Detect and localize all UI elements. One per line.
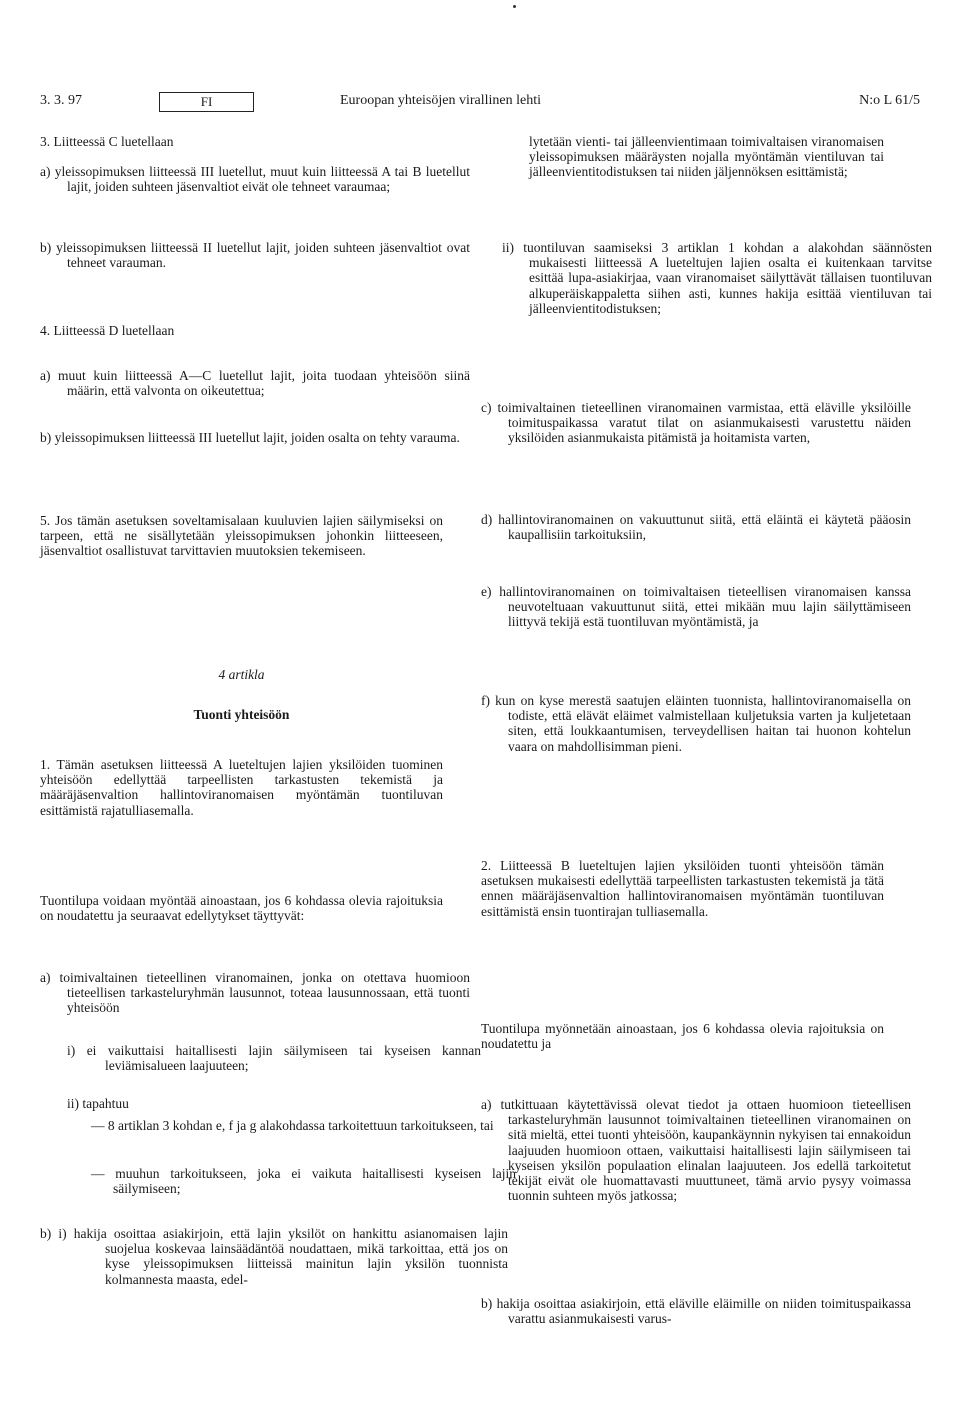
- condition-e: e) hallintoviranomainen on toimivaltaisen tieteellisen viranomaisen kanssa neuvoteltuaan vakuuttunut siitä, ettei mikään muu lajin säilyttämiseen liittyvä tekijä estä tuontiluvan myöntämistä, ja: [481, 584, 911, 630]
- article-number: 4 artikla: [218, 667, 265, 682]
- condition-a-ii-dash-1: — 8 artiklan 3 kohdan e, f ja g alakohdassa tarkoitettuun tarkoitukseen, tai: [91, 1118, 494, 1133]
- page-header: [40, 93, 920, 113]
- condition-a-ii-dash-2: — muuhun tarkoitukseen, joka ei vaikuta haitallisesti kyseisen lajin säilymiseen;: [91, 1166, 516, 1197]
- paragraph-3-item-b: b) yleissopimuksen liitteessä II luetellut lajit, joiden suhteen jäsenvaltiot ovat tehneet varauman.: [40, 240, 470, 271]
- condition-a: a) toimivaltainen tieteellinen viranomainen, jonka on otettava huomioon tieteellisen tarkasteluryhmän lausunnot, toteaa lausunnossaan, että tuonti yhteisöön: [40, 970, 470, 1016]
- page-reference: N:o L 61/5: [859, 93, 920, 108]
- condition-d: d) hallintoviranomainen on vakuuttunut siitä, että eläintä ei käytetä pääosin kaupallisiin tarkoituksiin,: [481, 512, 911, 543]
- condition-c: c) toimivaltainen tieteellinen viranomainen varmistaa, että eläville yksilöille toimituspaikassa varatut tilat on asianmukaisesti varustettu näiden yksilöiden asianmukaista pitämistä ja hoitamista varten,: [481, 400, 911, 446]
- scan-speck: [513, 5, 516, 8]
- language-code-box: FI: [159, 92, 254, 112]
- header-date: 3. 3. 97: [40, 93, 82, 108]
- condition-f: f) kun on kyse merestä saatujen eläinten tuonnista, hallintoviranomaisella on todiste, että elävät eläimet valmistellaan kuljetuksia varten ja kuljetetaan siten, että loukkaantumisen, terveydellisen haitan tai huonon kohtelun vaara on mahdollisimman pieni.: [481, 693, 911, 754]
- condition-a-ii: ii) tapahtuu: [67, 1096, 129, 1111]
- paragraph-5: 5. Jos tämän asetuksen soveltamisalaan kuuluvien lajien säilymiseksi on tarpeen, että ne sisällytetään yleissopimuksen johonkin liitteeseen, jäsenvaltiot osallistuvat tarvittavien muutoksien tekemiseen.: [40, 513, 443, 559]
- condition-b-i: b) i) hakija osoittaa asiakirjoin, että lajin yksilöt on hankittu asianomaisen lajin suojelua koskevaa lainsäädäntöä noudattaen, mikä tarkoittaa, että jos on kyse yleissopimuksen liitteissä mainitun lajin yksilön tuonnista kolmannesta maasta, edel-: [40, 1226, 508, 1287]
- import-permit-b-conditions: Tuontilupa myönnetään ainoastaan, jos 6 kohdassa olevia rajoituksia on noudatettu ja: [481, 1021, 884, 1052]
- condition-b-a: a) tutkittuaan käytettävissä olevat tiedot ja ottaen huomioon tieteellisen tarkasteluryhmän lausunnot toimivaltainen tieteellinen viranomainen on sitä mieltä, ettei tuonti yhteisöön, kaupankäynnin nykyisen tai ennakoidun laajuuden huomioon ottaen, vaikuttaisi haitallisesti lajin säilymiseen tai kyseisen yksilön populaation elinalan laajuuteen. Jos edellä tarkoitetut tekijät eivät ole huomattavasti muuttuneet, tämä arvio pysyy voimassa tuonnin suhteen myös jatkossa;: [481, 1097, 911, 1204]
- import-permit-conditions: Tuontilupa voidaan myöntää ainoastaan, jos 6 kohdassa olevia rajoituksia on noudatettu ja seuraavat edellytykset täyttyvät:: [40, 893, 443, 924]
- condition-a-i: i) ei vaikuttaisi haitallisesti lajin säilymiseen tai kyseisen kannan leviämisalueen laajuuteen;: [67, 1043, 481, 1074]
- paragraph-3-intro: 3. Liitteessä C luetellaan: [40, 134, 174, 149]
- article-4-paragraph-1: 1. Tämän asetuksen liitteessä A lueteltujen lajien yksilöiden tuominen yhteisöön edellyttää tarpeellisten tarkastusten tekemistä ja määräjäsenvaltion hallintoviranomaisen myöntämän tuontiluvan esittämistä rajatulliasemalla.: [40, 757, 443, 818]
- condition-b-i-continuation: lytetään vienti- tai jälleenvientimaan toimivaltaisen viranomaisen yleissopimuksen määräysten nojalla myöntämän vientiluvan tai jälleenvientitodistuksen tai niiden jäljennöksen esittämistä;: [529, 134, 884, 180]
- paragraph-4-item-b: b) yleissopimuksen liitteessä III luetellut lajit, joiden osalta on tehty varauma.: [40, 430, 460, 445]
- paragraph-3-item-a: a) yleissopimuksen liitteessä III luetellut, muut kuin liitteessä A tai B luetellut lajit, joiden suhteen jäsenvaltiot eivät ole tehneet varaumaa;: [40, 164, 470, 195]
- article-title: Tuonti yhteisöön: [193, 707, 290, 722]
- condition-b-ii: ii) tuontiluvan saamiseksi 3 artiklan 1 kohdan a alakohdan säännösten mukaisesti liitteessä A lueteltujen lajien osalta ei kuitenkaan tarvitse esittää lupa-asiakirjaa, vaan viranomaiset säilyttävät tällaisen tuontiluvan alkuperäiskappaletta siihen asti, kunnes hakija esittää vientiluvan tai jälleenvientitodistuksen;: [502, 240, 932, 316]
- condition-b-b: b) hakija osoittaa asiakirjoin, että eläville eläimille on niiden toimituspaikassa varattu asianmukaisesti varus-: [481, 1296, 911, 1327]
- article-4-paragraph-2: 2. Liitteessä B lueteltujen lajien yksilöiden tuonti yhteisöön tämän asetuksen mukaisesti edellyttää tarpeellisten tarkastusten tekemistä ja tätä ennen määräjäsenvaltion hallintoviranomaisen myöntämän tuontiluvan esittämistä ensin tuontirajan tulliasemalla.: [481, 858, 884, 919]
- paragraph-4-item-a: a) muut kuin liitteessä A—C luetellut lajit, joita tuodaan yhteisöön siinä määrin, että valvonta on oikeutettua;: [40, 368, 470, 399]
- paragraph-4-intro: 4. Liitteessä D luetellaan: [40, 323, 175, 338]
- journal-title: Euroopan yhteisöjen virallinen lehti: [340, 93, 542, 108]
